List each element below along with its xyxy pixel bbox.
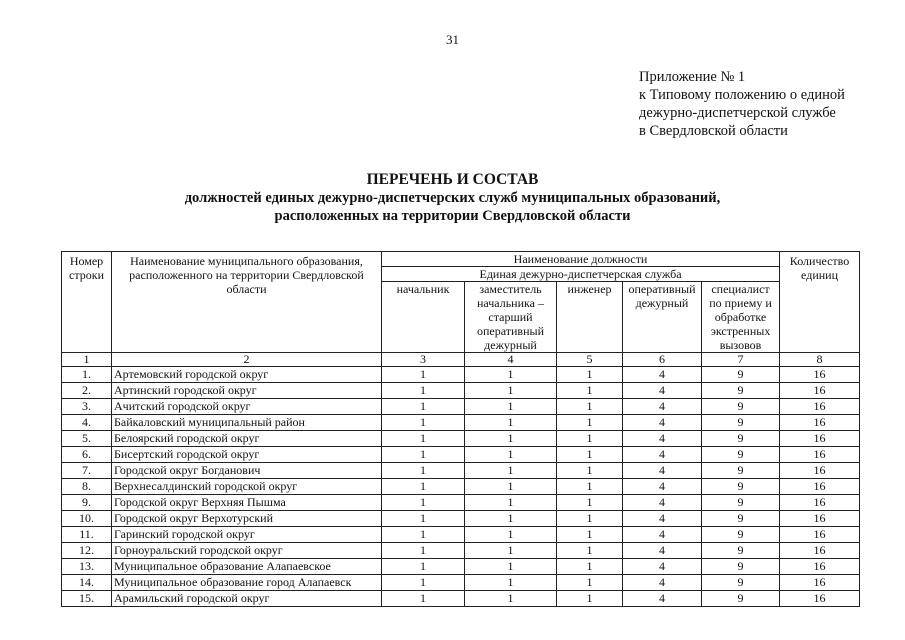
engineer-count-cell: 1 — [557, 463, 623, 479]
duty-officer-count-cell: 4 — [623, 527, 702, 543]
specialist-count-cell: 9 — [702, 415, 780, 431]
specialist-count-cell: 9 — [702, 559, 780, 575]
row-number-cell: 4. — [62, 415, 112, 431]
positions-table — [61, 251, 860, 607]
units-count-cell: 16 — [780, 399, 860, 415]
head-count-cell: 1 — [382, 431, 465, 447]
head-count-cell: 1 — [382, 527, 465, 543]
table-row — [62, 447, 860, 463]
municipality-cell: Байкаловский муниципальный район — [112, 415, 382, 431]
table-row — [62, 367, 860, 383]
deputy-count-cell: 1 — [465, 383, 557, 399]
duty-officer-count-cell: 4 — [623, 383, 702, 399]
head-count-cell: 1 — [382, 415, 465, 431]
appendix-line-1: Приложение № 1 — [639, 69, 746, 85]
deputy-count-cell: 1 — [465, 559, 557, 575]
column-number: 3 — [382, 353, 465, 367]
engineer-count-cell: 1 — [557, 415, 623, 431]
header-row-number: Номер строки — [62, 252, 112, 353]
deputy-count-cell: 1 — [465, 399, 557, 415]
specialist-count-cell: 9 — [702, 383, 780, 399]
table-row — [62, 399, 860, 415]
municipality-cell: Бисертский городской округ — [112, 447, 382, 463]
municipality-cell: Муниципальное образование город Алапаевск — [112, 575, 382, 591]
title-line-1: ПЕРЕЧЕНЬ И СОСТАВ — [366, 171, 539, 188]
specialist-count-cell: 9 — [702, 527, 780, 543]
duty-officer-count-cell: 4 — [623, 559, 702, 575]
header-row-1 — [62, 252, 860, 267]
header-municipality: Наименование муниципального образования, расположенного на территории Свердловской области — [112, 252, 382, 353]
municipality-cell: Горноуральский городской округ — [112, 543, 382, 559]
deputy-count-cell: 1 — [465, 543, 557, 559]
municipality-cell: Арамильский городской округ — [112, 591, 382, 607]
row-number-cell: 13. — [62, 559, 112, 575]
units-count-cell: 16 — [780, 447, 860, 463]
appendix-line-4: в Свердловской области — [639, 123, 788, 139]
header-deputy: заместитель начальника – старший оперативный дежурный — [465, 282, 557, 353]
head-count-cell: 1 — [382, 463, 465, 479]
column-number: 7 — [702, 353, 780, 367]
header-specialist: специалист по приему и обработке экстренных вызовов — [702, 282, 780, 353]
units-count-cell: 16 — [780, 367, 860, 383]
specialist-count-cell: 9 — [702, 511, 780, 527]
head-count-cell: 1 — [382, 399, 465, 415]
specialist-count-cell: 9 — [702, 495, 780, 511]
row-number-cell: 8. — [62, 479, 112, 495]
deputy-count-cell: 1 — [465, 527, 557, 543]
row-number-cell: 12. — [62, 543, 112, 559]
units-count-cell: 16 — [780, 463, 860, 479]
engineer-count-cell: 1 — [557, 367, 623, 383]
engineer-count-cell: 1 — [557, 527, 623, 543]
page-number: 31 — [446, 32, 459, 47]
head-count-cell: 1 — [382, 383, 465, 399]
column-number: 5 — [557, 353, 623, 367]
engineer-count-cell: 1 — [557, 399, 623, 415]
specialist-count-cell: 9 — [702, 367, 780, 383]
head-count-cell: 1 — [382, 511, 465, 527]
table-row — [62, 559, 860, 575]
document-title — [0, 171, 905, 225]
table-row — [62, 591, 860, 607]
head-count-cell: 1 — [382, 447, 465, 463]
municipality-cell: Гаринский городской округ — [112, 527, 382, 543]
title-line-2: должностей единых дежурно-диспетчерских служб муниципальных образований, — [184, 190, 721, 206]
municipality-cell: Артинский городской округ — [112, 383, 382, 399]
units-count-cell: 16 — [780, 383, 860, 399]
municipality-cell: Верхнесалдинский городской округ — [112, 479, 382, 495]
head-count-cell: 1 — [382, 543, 465, 559]
column-number: 6 — [623, 353, 702, 367]
municipality-cell: Городской округ Верхотурский — [112, 511, 382, 527]
engineer-count-cell: 1 — [557, 479, 623, 495]
duty-officer-count-cell: 4 — [623, 575, 702, 591]
deputy-count-cell: 1 — [465, 575, 557, 591]
column-number: 4 — [465, 353, 557, 367]
row-number-cell: 5. — [62, 431, 112, 447]
head-count-cell: 1 — [382, 591, 465, 607]
municipality-cell: Артемовский городской округ — [112, 367, 382, 383]
deputy-count-cell: 1 — [465, 511, 557, 527]
header-head: начальник — [382, 282, 465, 353]
header-position-name: Наименование должности — [382, 252, 780, 267]
specialist-count-cell: 9 — [702, 463, 780, 479]
table-row — [62, 495, 860, 511]
table-row — [62, 543, 860, 559]
deputy-count-cell: 1 — [465, 431, 557, 447]
row-number-cell: 1. — [62, 367, 112, 383]
head-count-cell: 1 — [382, 575, 465, 591]
engineer-count-cell: 1 — [557, 575, 623, 591]
specialist-count-cell: 9 — [702, 431, 780, 447]
appendix-line-3: дежурно-диспетчерской службе — [639, 105, 836, 121]
header-engineer: инженер — [557, 282, 623, 353]
table-row — [62, 511, 860, 527]
row-number-cell: 10. — [62, 511, 112, 527]
column-number: 1 — [62, 353, 112, 367]
specialist-count-cell: 9 — [702, 447, 780, 463]
engineer-count-cell: 1 — [557, 431, 623, 447]
table-row — [62, 575, 860, 591]
municipality-cell: Муниципальное образование Алапаевское — [112, 559, 382, 575]
duty-officer-count-cell: 4 — [623, 543, 702, 559]
engineer-count-cell: 1 — [557, 543, 623, 559]
units-count-cell: 16 — [780, 431, 860, 447]
municipality-cell: Городской округ Богданович — [112, 463, 382, 479]
table-row — [62, 479, 860, 495]
deputy-count-cell: 1 — [465, 495, 557, 511]
deputy-count-cell: 1 — [465, 591, 557, 607]
engineer-count-cell: 1 — [557, 447, 623, 463]
duty-officer-count-cell: 4 — [623, 415, 702, 431]
specialist-count-cell: 9 — [702, 575, 780, 591]
row-number-cell: 15. — [62, 591, 112, 607]
units-count-cell: 16 — [780, 415, 860, 431]
duty-officer-count-cell: 4 — [623, 463, 702, 479]
engineer-count-cell: 1 — [557, 511, 623, 527]
duty-officer-count-cell: 4 — [623, 511, 702, 527]
table-row — [62, 463, 860, 479]
engineer-count-cell: 1 — [557, 591, 623, 607]
row-number-cell: 2. — [62, 383, 112, 399]
table-row — [62, 383, 860, 399]
duty-officer-count-cell: 4 — [623, 479, 702, 495]
municipality-cell: Ачитский городской округ — [112, 399, 382, 415]
column-number: 8 — [780, 353, 860, 367]
duty-officer-count-cell: 4 — [623, 431, 702, 447]
deputy-count-cell: 1 — [465, 367, 557, 383]
table-row — [62, 415, 860, 431]
header-units-count: Количество единиц — [780, 252, 860, 353]
deputy-count-cell: 1 — [465, 415, 557, 431]
duty-officer-count-cell: 4 — [623, 591, 702, 607]
deputy-count-cell: 1 — [465, 479, 557, 495]
units-count-cell: 16 — [780, 575, 860, 591]
units-count-cell: 16 — [780, 543, 860, 559]
appendix-line-2: к Типовому положению о единой — [639, 87, 845, 103]
specialist-count-cell: 9 — [702, 591, 780, 607]
appendix-note — [639, 68, 845, 140]
units-count-cell: 16 — [780, 511, 860, 527]
column-number: 2 — [112, 353, 382, 367]
engineer-count-cell: 1 — [557, 495, 623, 511]
table-row — [62, 527, 860, 543]
head-count-cell: 1 — [382, 495, 465, 511]
units-count-cell: 16 — [780, 495, 860, 511]
head-count-cell: 1 — [382, 559, 465, 575]
duty-officer-count-cell: 4 — [623, 399, 702, 415]
head-count-cell: 1 — [382, 367, 465, 383]
header-duty-officer: оперативный дежурный — [623, 282, 702, 353]
table-row — [62, 431, 860, 447]
engineer-count-cell: 1 — [557, 559, 623, 575]
specialist-count-cell: 9 — [702, 479, 780, 495]
row-number-cell: 3. — [62, 399, 112, 415]
municipality-cell: Городской округ Верхняя Пышма — [112, 495, 382, 511]
duty-officer-count-cell: 4 — [623, 367, 702, 383]
deputy-count-cell: 1 — [465, 447, 557, 463]
specialist-count-cell: 9 — [702, 399, 780, 415]
specialist-count-cell: 9 — [702, 543, 780, 559]
row-number-cell: 6. — [62, 447, 112, 463]
units-count-cell: 16 — [780, 527, 860, 543]
deputy-count-cell: 1 — [465, 463, 557, 479]
engineer-count-cell: 1 — [557, 383, 623, 399]
municipality-cell: Белоярский городской округ — [112, 431, 382, 447]
units-count-cell: 16 — [780, 559, 860, 575]
row-number-cell: 11. — [62, 527, 112, 543]
column-number-row — [62, 353, 860, 367]
header-service: Единая дежурно-диспетчерская служба — [382, 267, 780, 282]
duty-officer-count-cell: 4 — [623, 495, 702, 511]
row-number-cell: 9. — [62, 495, 112, 511]
units-count-cell: 16 — [780, 591, 860, 607]
row-number-cell: 14. — [62, 575, 112, 591]
title-line-3: расположенных на территории Свердловской области — [274, 208, 631, 224]
duty-officer-count-cell: 4 — [623, 447, 702, 463]
row-number-cell: 7. — [62, 463, 112, 479]
head-count-cell: 1 — [382, 479, 465, 495]
units-count-cell: 16 — [780, 479, 860, 495]
